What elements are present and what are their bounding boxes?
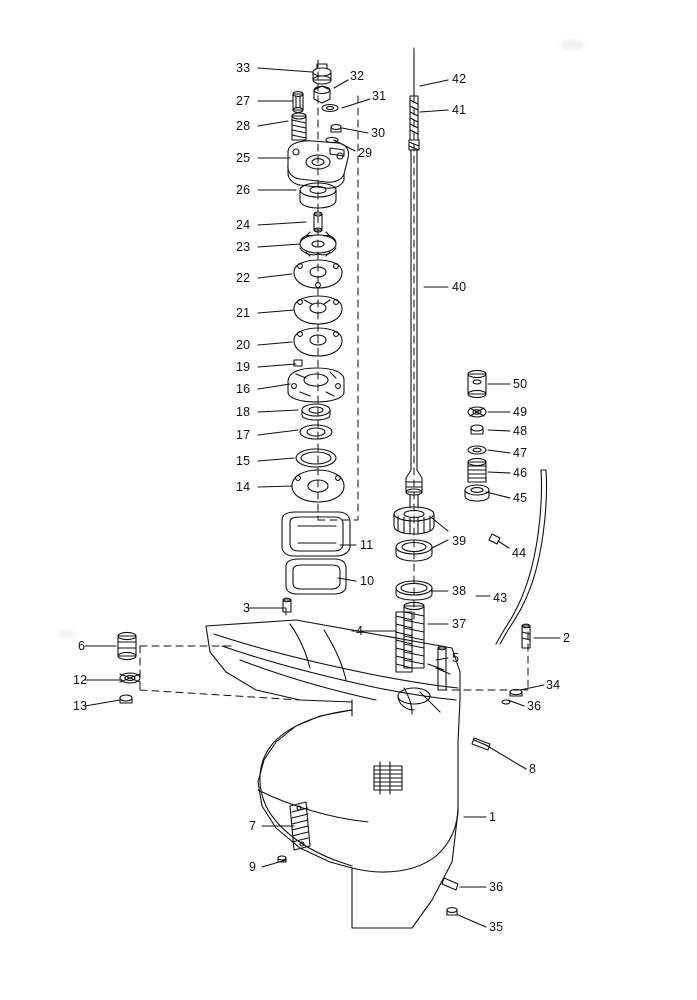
callout-17: 17 xyxy=(236,428,251,442)
callout-12: 12 xyxy=(73,673,88,687)
callout-33: 33 xyxy=(236,61,251,75)
callout-16: 16 xyxy=(236,382,251,396)
callout-25: 25 xyxy=(236,151,251,165)
callout-10: 10 xyxy=(360,574,375,588)
callout-35: 35 xyxy=(489,920,504,934)
callout-5: 5 xyxy=(452,651,460,665)
callout-4: 4 xyxy=(356,624,364,638)
callout-3: 3 xyxy=(243,601,251,615)
callout-28: 28 xyxy=(236,119,251,133)
callout-24: 24 xyxy=(236,218,251,232)
callout-1: 1 xyxy=(489,810,497,824)
callout-31: 31 xyxy=(372,89,387,103)
callout-11: 11 xyxy=(360,538,374,552)
callout-18: 18 xyxy=(236,405,251,419)
callout-20: 20 xyxy=(236,338,251,352)
callout-15: 15 xyxy=(236,454,251,468)
callout-26: 26 xyxy=(236,183,251,197)
callout-34: 34 xyxy=(546,678,561,692)
callout-39: 39 xyxy=(452,534,467,548)
callout-23: 23 xyxy=(236,240,251,254)
callout-36-lower: 36 xyxy=(489,880,504,894)
callout-22: 22 xyxy=(236,271,251,285)
callout-50: 50 xyxy=(513,377,528,391)
callout-40: 40 xyxy=(452,280,467,294)
callout-43: 43 xyxy=(493,591,508,605)
callout-9: 9 xyxy=(249,860,257,874)
callout-48: 48 xyxy=(513,424,528,438)
callout-37: 37 xyxy=(452,617,467,631)
callout-44: 44 xyxy=(512,546,527,560)
callout-29: 29 xyxy=(358,146,373,160)
callout-7: 7 xyxy=(249,819,257,833)
callout-27: 27 xyxy=(236,94,251,108)
callout-32: 32 xyxy=(350,69,365,83)
callout-21: 21 xyxy=(236,306,251,320)
callout-14: 14 xyxy=(236,480,251,494)
callout-47: 47 xyxy=(513,446,528,460)
callout-6: 6 xyxy=(78,639,86,653)
callout-36-upper: 36 xyxy=(527,699,542,713)
callout-2: 2 xyxy=(563,631,571,645)
callout-49: 49 xyxy=(513,405,528,419)
callout-19: 19 xyxy=(236,360,251,374)
callout-8: 8 xyxy=(529,762,537,776)
callout-30: 30 xyxy=(371,126,386,140)
callout-42: 42 xyxy=(452,72,467,86)
callout-41: 41 xyxy=(452,103,467,117)
callout-13: 13 xyxy=(73,699,88,713)
callout-45: 45 xyxy=(513,491,528,505)
callout-46: 46 xyxy=(513,466,528,480)
callout-38: 38 xyxy=(452,584,467,598)
